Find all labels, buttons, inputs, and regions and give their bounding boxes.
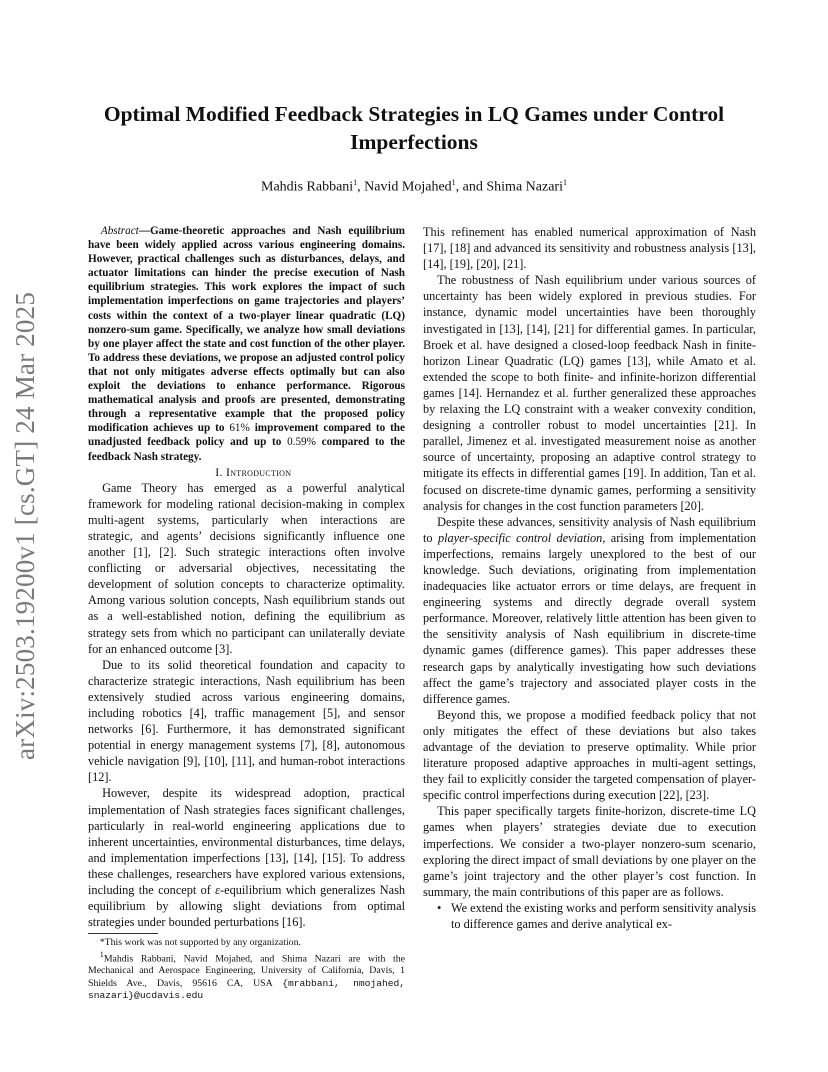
footnote: $^1$Mahdis Rabbani, Navid Mojahed, and Shima Nazari are with the Mechanical and Aerospace Engineering, University of California, Davis, 1 Shields Ave., Davis, 95616 CA, USA {mrabbani, nmojahed, snazari}@ucdavis.edu (88, 950, 405, 1001)
body-paragraph: Despite these advances, sensitivity analysis of Nash equilibrium to player-specific control deviation, arising from implementation imperfections, remains largely unexplored to the best of our knowledge. Such deviations, originating from implementation inadequacies like actuator errors or time delays, are frequent in engineering systems and directly degrade overall system performance. Moreover, relatively little attention has been given to the sensitivity analysis of Nash equilibrium in discrete-time dynamic games (difference games). This paper addresses these research gaps by analytically investigating how such deviations affect the game’s trajectory and associated player costs in the difference games. (423, 514, 757, 706)
section-heading: I. Introduction (215, 464, 292, 479)
abstract: Abstract—Game-theoretic approaches and Nash equilibrium have been widely applied across various engineering domains. However, practical challenges such as disturbances, delays, and actuator limitations can hinder the precise execution of Nash equilibrium strategies. This work explores the impact of such implementation imperfections on game trajectories and players’ costs within the context of a two-player linear quadratic (LQ) nonzero-sum game. Specifically, we analyze how small deviations by one player affect the state and cost function of the other player. To address these deviations, we propose an adjusted control policy that not only mitigates adverse effects optimally but can also exploit the deviations to enhance performance. Rigorous mathematical analysis and proofs are presented, demonstrating through a representative example that the proposed policy modification achieves up to 61% improvement compared to the unadjusted feedback policy and up to 0.59% compared to the feedback Nash strategy. (88, 225, 405, 463)
abstract-text: Game-theoretic approaches and Nash equilibrium have been widely applied across various engineering domains. However, practical challenges such as disturbances, delays, and actuator limitations can hinder the precise execution of Nash equilibrium strategies. This work explores the impact of such implementation imperfections on game trajectories and players’ costs within the context of a two-player linear quadratic (LQ) nonzero-sum game. Specifically, we analyze how small deviations by one player affect the state and cost function of the other player. To address these deviations, we propose an adjusted control policy that not only mitigates adverse effects optimally but can also exploit the deviations to enhance performance. Rigorous mathematical analysis and proofs are presented, demonstrating through a representative example that the proposed policy modification achieves up to (88, 225, 405, 435)
author-list: Mahdis Rabbani$^1$, Navid Mojahed$^1$, and Shima Nazari$^1$ (261, 178, 567, 195)
author-name: Navid Mojahed (364, 179, 452, 195)
abstract-label: Abstract (100, 225, 139, 237)
math-symbol: ε (215, 883, 221, 898)
body-paragraph: This refinement has enabled numerical approximation of Nash [17], [18] and advanced its sensitivity and robustness analysis [13], [14], [19], [20], [21]. (423, 225, 756, 272)
body-paragraph: Game Theory has emerged as a powerful analytical framework for modeling rational decision-making in complex multi-agent systems, particularly when interactions are strategic, and agents’ decisions significantly influence one another [1], [2]. Such strategic interactions often involve conflicting or adversarial objectives, necessitating the development of solution concepts to characterize optimality. Among various solution concepts, Nash equilibrium stands out as a well-established notion, defining the equilibrium as strategy sets from which no participant can unilaterally deviate for an enhanced outcome [3]. (88, 480, 405, 656)
body-paragraph: Beyond this, we propose a modified feedback policy that not only mitigates the effect of these deviations but also takes advantage of the deviation to preserve optimality. While prior literature proposed adaptive approaches in multi-agent settings, they fail to explicitly consider the targeted compensation of player-specific control imperfections during execution [22], [23]. (423, 707, 756, 803)
body-paragraph: This paper specifically targets finite-horizon, discrete-time LQ games when players’ strategies deviate due to execution imperfections. We consider a two-player nonzero-sum scenario, exploring the direct impact of small deviations by one player on the game’s joint trajectory and the other player’s cost function. In summary, the main contributions of this paper are as follows. (423, 804, 756, 899)
email-addresses: {mrabbani, nmojahed, snazari}@ucdavis.edu (88, 977, 405, 1001)
affiliation-mark: 1 (562, 178, 567, 187)
left-column (88, 224, 405, 930)
affiliation-mark: 1 (451, 178, 456, 187)
right-column (423, 224, 756, 932)
abstract-value: 61% (229, 422, 250, 435)
footnote: *This work was not supported by any organization. (99, 937, 301, 948)
body-paragraph: The robustness of Nash equilibrium under various sources of uncertainty has been widely explored in previous studies. For instance, dynamic model uncertainties have been thoroughly investigated in [13], [14], [21] for differential games. In particular, Broek et al. have designed a closed-loop feedback Nash in finite-horizon Linear Quadratic (LQ) games [13], while Amato et al. extended the scope to both finite- and infinite-horizon differential games [14]. Hernandez et al. further generalized these approaches by relaxing the LQ constraint with a weaker convexity condition, designing a controller robust to model uncertainties [21]. In parallel, Jimenez et al. investigated measurement noise as another source of uncertainty, proposing an adaptive control strategy to mitigate its effects in differential games [19]. In addition, Tan et al. focused on discrete-time dynamic games, performing a sensitivity analysis for changes in the cost function parameters [20]. (423, 273, 756, 513)
abstract-value: 0.59% (287, 436, 316, 449)
author-name: Mahdis Rabbani (261, 179, 354, 195)
body-paragraph: However, despite its widespread adoption, practical implementation of Nash strategies faces significant challenges, particularly in real-world engineering applications due to inherent uncertainties, environmental disturbances, time delays, and implementation imperfections [13], [14], [15]. To address these challenges, researchers have explored various extensions, including the concept of ε-equilibrium which generalizes Nash equilibrium by allowing slight deviations from optimal strategies under bounded perturbations [16]. (88, 786, 406, 930)
bullet-icon: • (437, 900, 442, 915)
body-paragraph: Due to its solid theoretical foundation and capacity to characterize strategic interactions, Nash equilibrium has been extensively studied across various engineering domains, including robotics [4], traffic management [5], and sensor networks [6]. Furthermore, it has demonstrated significant potential in energy management systems [7], [8], autonomous vehicle navigation [9], [10], [11], and human-robot interactions [12]. (88, 657, 405, 785)
author-name: Shima Nazari (486, 179, 563, 195)
contribution-bullet: • We extend the existing works and perform sensitivity analysis to difference games and derive analytical ex- (437, 900, 757, 932)
paper-title: Optimal Modified Feedback Strategies in LQ Games under Control Imperfections (103, 102, 725, 154)
footnotes (88, 933, 405, 1002)
footnote-rule (88, 933, 158, 934)
arxiv-identifier-stamp: arXiv:2503.19200v1 [cs.GT] 24 Mar 2025 (10, 291, 40, 760)
affiliation-mark: 1 (353, 178, 358, 187)
